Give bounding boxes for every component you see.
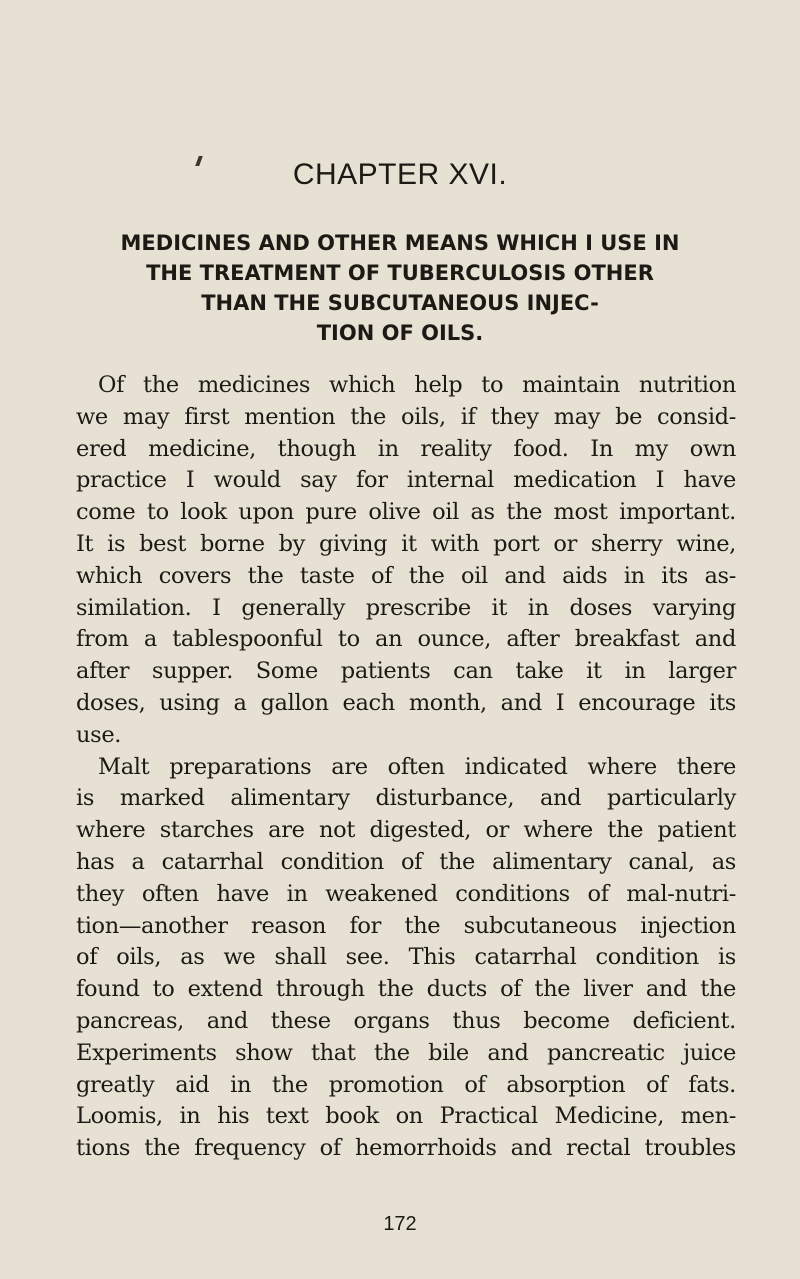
text-line: practice I would say for internal medication I have: [76, 467, 736, 494]
text-line: tion—another reason for the subcutaneous injection: [76, 912, 736, 939]
text-line: is marked alimentary disturbance, and particularly: [76, 785, 736, 812]
text-line: tions the frequency of hemorrhoids and rectal troubles: [76, 1135, 736, 1162]
text-line: ered medicine, though in reality food. In my own: [76, 435, 736, 462]
text-line: use.: [76, 721, 122, 748]
page-number: 172: [383, 1213, 417, 1235]
text-line: after supper. Some patients can take it in larger: [76, 658, 736, 685]
text-line: Of the medicines which help to maintain nutrition: [98, 372, 736, 398]
text-line: similation. I generally prescribe it in doses varying: [76, 594, 736, 621]
text-line: found to extend through the ducts of the liver and the: [76, 976, 736, 1003]
text-line: has a catarrhal condition of the alimentary canal, as: [76, 848, 736, 875]
text-line: from a tablespoonful to an ounce, after breakfast and: [76, 626, 736, 653]
text-line: which covers the taste of the oil and aids in its as-: [76, 562, 736, 589]
paragraph-1: [76, 370, 736, 752]
body-text: [76, 370, 736, 1165]
text-line: greatly aid in the promotion of absorption of fats.: [76, 1071, 736, 1098]
text-line: come to look upon pure olive oil as the most important.: [76, 499, 736, 526]
text-line: Experiments show that the bile and pancreatic juice: [76, 1039, 736, 1066]
chapter-title: CHAPTER XVI.: [292, 158, 508, 191]
text-line: doses, using a gallon each month, and I encourage its: [76, 689, 736, 716]
section-title: [90, 228, 710, 348]
text-line: they often have in weakened conditions of mal-nutri-: [76, 880, 736, 907]
section-title-line: TION OF OILS.: [316, 321, 484, 345]
text-line: It is best borne by giving it with port or sherry wine,: [76, 530, 736, 557]
paragraph-2: [76, 752, 736, 1165]
text-line: pancreas, and these organs thus become deficient.: [76, 1007, 736, 1034]
text-line: we may first mention the oils, if they may be consid-: [76, 403, 736, 430]
section-title-line: THAN THE SUBCUTANEOUS INJEC-: [201, 291, 599, 315]
text-line: Loomis, in his text book on Practical Medicine, men-: [76, 1103, 736, 1130]
section-title-line: MEDICINES AND OTHER MEANS WHICH I USE IN: [120, 231, 680, 255]
text-line: where starches are not digested, or where the patient: [76, 817, 736, 844]
text-line: Malt preparations are often indicated where there: [98, 753, 736, 780]
text-line: of oils, as we shall see. This catarrhal condition is: [76, 944, 736, 971]
section-title-line: THE TREATMENT OF TUBERCULOSIS OTHER: [146, 261, 654, 285]
